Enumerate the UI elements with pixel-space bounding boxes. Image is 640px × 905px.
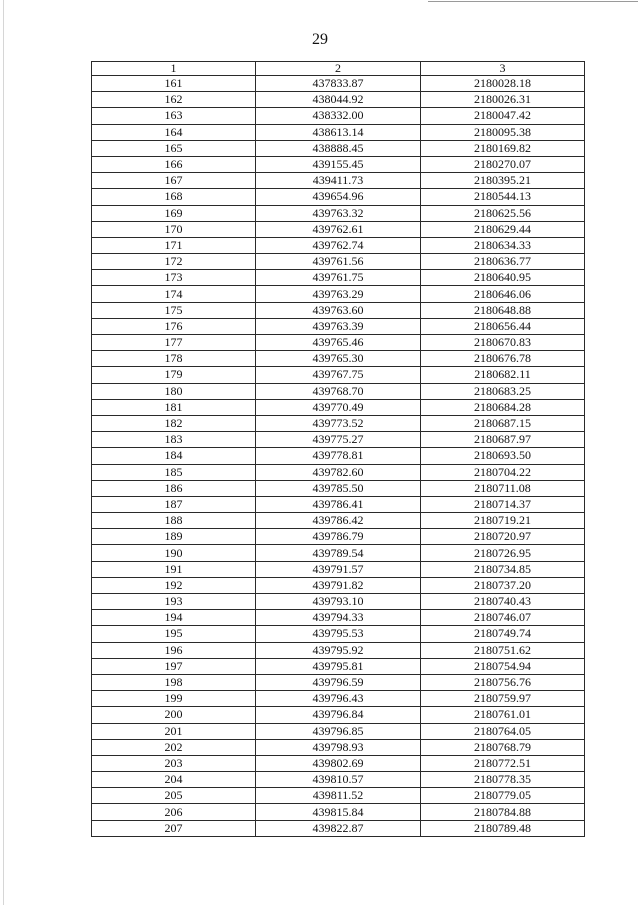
y-coordinate-cell: 2180636.77: [421, 254, 585, 270]
y-coordinate-cell: 2180719.21: [421, 513, 585, 529]
x-coordinate-cell: 438332.00: [256, 108, 421, 124]
point-number-cell: 190: [92, 545, 256, 561]
y-coordinate-cell: 2180634.33: [421, 237, 585, 253]
y-coordinate-cell: 2180761.01: [421, 707, 585, 723]
x-coordinate-cell: 439795.92: [256, 642, 421, 658]
y-coordinate-cell: 2180726.95: [421, 545, 585, 561]
y-coordinate-cell: 2180047.42: [421, 108, 585, 124]
x-coordinate-cell: 439763.60: [256, 302, 421, 318]
x-coordinate-cell: 439798.93: [256, 739, 421, 755]
column-header-1: 1: [92, 62, 256, 76]
x-coordinate-cell: 439785.50: [256, 480, 421, 496]
point-number-cell: 205: [92, 788, 256, 804]
y-coordinate-cell: 2180544.13: [421, 189, 585, 205]
table-row: [92, 561, 585, 577]
x-coordinate-cell: 439782.60: [256, 464, 421, 480]
table-row: [92, 642, 585, 658]
x-coordinate-cell: 439763.29: [256, 286, 421, 302]
x-coordinate-cell: 439767.75: [256, 367, 421, 383]
x-coordinate-cell: 439768.70: [256, 383, 421, 399]
point-number-cell: 197: [92, 658, 256, 674]
table-row: [92, 156, 585, 172]
point-number-cell: 184: [92, 448, 256, 464]
x-coordinate-cell: 439765.46: [256, 335, 421, 351]
point-number-cell: 171: [92, 237, 256, 253]
point-number-cell: 175: [92, 302, 256, 318]
table-row: [92, 723, 585, 739]
table-row: [92, 464, 585, 480]
table-row: [92, 432, 585, 448]
table-row: [92, 205, 585, 221]
table-row: [92, 594, 585, 610]
point-number-cell: 200: [92, 707, 256, 723]
point-number-cell: 195: [92, 626, 256, 642]
point-number-cell: 199: [92, 691, 256, 707]
table-row: [92, 270, 585, 286]
scan-edge-left: [3, 0, 4, 905]
y-coordinate-cell: 2180704.22: [421, 464, 585, 480]
y-coordinate-cell: 2180682.11: [421, 367, 585, 383]
x-coordinate-cell: 439786.41: [256, 496, 421, 512]
table-row: [92, 772, 585, 788]
point-number-cell: 164: [92, 124, 256, 140]
table-row: [92, 335, 585, 351]
x-coordinate-cell: 439802.69: [256, 755, 421, 771]
x-coordinate-cell: 439762.61: [256, 221, 421, 237]
x-coordinate-cell: 439761.56: [256, 254, 421, 270]
table-row: [92, 318, 585, 334]
y-coordinate-cell: 2180784.88: [421, 804, 585, 820]
x-coordinate-cell: 439796.59: [256, 674, 421, 690]
point-number-cell: 172: [92, 254, 256, 270]
table-row: [92, 254, 585, 270]
x-coordinate-cell: 439786.42: [256, 513, 421, 529]
table-row: [92, 124, 585, 140]
point-number-cell: 177: [92, 335, 256, 351]
table-row: [92, 820, 585, 836]
table-row: [92, 173, 585, 189]
y-coordinate-cell: 2180629.44: [421, 221, 585, 237]
y-coordinate-cell: 2180751.62: [421, 642, 585, 658]
table-row: [92, 513, 585, 529]
y-coordinate-cell: 2180169.82: [421, 140, 585, 156]
y-coordinate-cell: 2180395.21: [421, 173, 585, 189]
x-coordinate-cell: 439796.84: [256, 707, 421, 723]
x-coordinate-cell: 439811.52: [256, 788, 421, 804]
table-row: [92, 415, 585, 431]
x-coordinate-cell: 439155.45: [256, 156, 421, 172]
table-row: [92, 480, 585, 496]
point-number-cell: 170: [92, 221, 256, 237]
table-body: [92, 76, 585, 837]
y-coordinate-cell: 2180754.94: [421, 658, 585, 674]
x-coordinate-cell: 439793.10: [256, 594, 421, 610]
table-row: [92, 626, 585, 642]
table-row: [92, 76, 585, 92]
y-coordinate-cell: 2180687.15: [421, 415, 585, 431]
x-coordinate-cell: 439795.81: [256, 658, 421, 674]
x-coordinate-cell: 439761.75: [256, 270, 421, 286]
point-number-cell: 165: [92, 140, 256, 156]
y-coordinate-cell: 2180656.44: [421, 318, 585, 334]
y-coordinate-cell: 2180270.07: [421, 156, 585, 172]
x-coordinate-cell: 439791.57: [256, 561, 421, 577]
table-row: [92, 383, 585, 399]
table-row: [92, 674, 585, 690]
table-row: [92, 399, 585, 415]
x-coordinate-cell: 439810.57: [256, 772, 421, 788]
point-number-cell: 181: [92, 399, 256, 415]
table-row: [92, 577, 585, 593]
y-coordinate-cell: 2180711.08: [421, 480, 585, 496]
y-coordinate-cell: 2180026.31: [421, 92, 585, 108]
point-number-cell: 180: [92, 383, 256, 399]
x-coordinate-cell: 439763.39: [256, 318, 421, 334]
y-coordinate-cell: 2180779.05: [421, 788, 585, 804]
table-header-row: [92, 62, 585, 76]
x-coordinate-cell: 439411.73: [256, 173, 421, 189]
y-coordinate-cell: 2180740.43: [421, 594, 585, 610]
x-coordinate-cell: 439770.49: [256, 399, 421, 415]
x-coordinate-cell: 439796.43: [256, 691, 421, 707]
point-number-cell: 178: [92, 351, 256, 367]
point-number-cell: 202: [92, 739, 256, 755]
point-number-cell: 166: [92, 156, 256, 172]
x-coordinate-cell: 439791.82: [256, 577, 421, 593]
x-coordinate-cell: 439773.52: [256, 415, 421, 431]
x-coordinate-cell: 439815.84: [256, 804, 421, 820]
y-coordinate-cell: 2180687.97: [421, 432, 585, 448]
table-row: [92, 610, 585, 626]
point-number-cell: 196: [92, 642, 256, 658]
y-coordinate-cell: 2180640.95: [421, 270, 585, 286]
scan-edge-line: [428, 1, 638, 2]
y-coordinate-cell: 2180789.48: [421, 820, 585, 836]
table-row: [92, 707, 585, 723]
table-row: [92, 545, 585, 561]
table-row: [92, 237, 585, 253]
x-coordinate-cell: 437833.87: [256, 76, 421, 92]
table-row: [92, 448, 585, 464]
table-row: [92, 221, 585, 237]
y-coordinate-cell: 2180720.97: [421, 529, 585, 545]
y-coordinate-cell: 2180734.85: [421, 561, 585, 577]
table-row: [92, 529, 585, 545]
table-row: [92, 496, 585, 512]
y-coordinate-cell: 2180683.25: [421, 383, 585, 399]
point-number-cell: 185: [92, 464, 256, 480]
y-coordinate-cell: 2180772.51: [421, 755, 585, 771]
x-coordinate-cell: 439765.30: [256, 351, 421, 367]
point-number-cell: 198: [92, 674, 256, 690]
y-coordinate-cell: 2180028.18: [421, 76, 585, 92]
point-number-cell: 201: [92, 723, 256, 739]
y-coordinate-cell: 2180737.20: [421, 577, 585, 593]
y-coordinate-cell: 2180646.06: [421, 286, 585, 302]
y-coordinate-cell: 2180714.37: [421, 496, 585, 512]
point-number-cell: 168: [92, 189, 256, 205]
y-coordinate-cell: 2180759.97: [421, 691, 585, 707]
table-row: [92, 108, 585, 124]
y-coordinate-cell: 2180095.38: [421, 124, 585, 140]
page-number: 29: [312, 31, 328, 48]
coordinates-table-wrapper: [91, 61, 584, 837]
y-coordinate-cell: 2180749.74: [421, 626, 585, 642]
x-coordinate-cell: 438888.45: [256, 140, 421, 156]
x-coordinate-cell: 439762.74: [256, 237, 421, 253]
point-number-cell: 206: [92, 804, 256, 820]
point-number-cell: 183: [92, 432, 256, 448]
x-coordinate-cell: 439822.87: [256, 820, 421, 836]
table-row: [92, 804, 585, 820]
x-coordinate-cell: 438044.92: [256, 92, 421, 108]
point-number-cell: 191: [92, 561, 256, 577]
point-number-cell: 204: [92, 772, 256, 788]
x-coordinate-cell: 439775.27: [256, 432, 421, 448]
y-coordinate-cell: 2180684.28: [421, 399, 585, 415]
table-row: [92, 367, 585, 383]
x-coordinate-cell: 439796.85: [256, 723, 421, 739]
point-number-cell: 174: [92, 286, 256, 302]
table-row: [92, 658, 585, 674]
point-number-cell: 162: [92, 92, 256, 108]
point-number-cell: 173: [92, 270, 256, 286]
point-number-cell: 167: [92, 173, 256, 189]
y-coordinate-cell: 2180648.88: [421, 302, 585, 318]
x-coordinate-cell: 439786.79: [256, 529, 421, 545]
y-coordinate-cell: 2180756.76: [421, 674, 585, 690]
table-row: [92, 351, 585, 367]
y-coordinate-cell: 2180693.50: [421, 448, 585, 464]
point-number-cell: 169: [92, 205, 256, 221]
point-number-cell: 163: [92, 108, 256, 124]
y-coordinate-cell: 2180768.79: [421, 739, 585, 755]
point-number-cell: 179: [92, 367, 256, 383]
table-row: [92, 302, 585, 318]
y-coordinate-cell: 2180676.78: [421, 351, 585, 367]
x-coordinate-cell: 439763.32: [256, 205, 421, 221]
y-coordinate-cell: 2180625.56: [421, 205, 585, 221]
point-number-cell: 187: [92, 496, 256, 512]
table-row: [92, 755, 585, 771]
y-coordinate-cell: 2180764.05: [421, 723, 585, 739]
x-coordinate-cell: 439654.96: [256, 189, 421, 205]
y-coordinate-cell: 2180746.07: [421, 610, 585, 626]
x-coordinate-cell: 438613.14: [256, 124, 421, 140]
table-row: [92, 140, 585, 156]
table-row: [92, 92, 585, 108]
point-number-cell: 186: [92, 480, 256, 496]
point-number-cell: 194: [92, 610, 256, 626]
point-number-cell: 189: [92, 529, 256, 545]
point-number-cell: 192: [92, 577, 256, 593]
point-number-cell: 176: [92, 318, 256, 334]
x-coordinate-cell: 439795.53: [256, 626, 421, 642]
point-number-cell: 203: [92, 755, 256, 771]
point-number-cell: 207: [92, 820, 256, 836]
table-row: [92, 286, 585, 302]
point-number-cell: 161: [92, 76, 256, 92]
y-coordinate-cell: 2180670.83: [421, 335, 585, 351]
x-coordinate-cell: 439789.54: [256, 545, 421, 561]
y-coordinate-cell: 2180778.35: [421, 772, 585, 788]
column-header-2: 2: [256, 62, 421, 76]
table-row: [92, 189, 585, 205]
x-coordinate-cell: 439794.33: [256, 610, 421, 626]
x-coordinate-cell: 439778.81: [256, 448, 421, 464]
table-row: [92, 739, 585, 755]
point-number-cell: 193: [92, 594, 256, 610]
point-number-cell: 182: [92, 415, 256, 431]
column-header-3: 3: [421, 62, 585, 76]
coordinates-table: [91, 61, 585, 837]
table-row: [92, 788, 585, 804]
point-number-cell: 188: [92, 513, 256, 529]
table-row: [92, 691, 585, 707]
